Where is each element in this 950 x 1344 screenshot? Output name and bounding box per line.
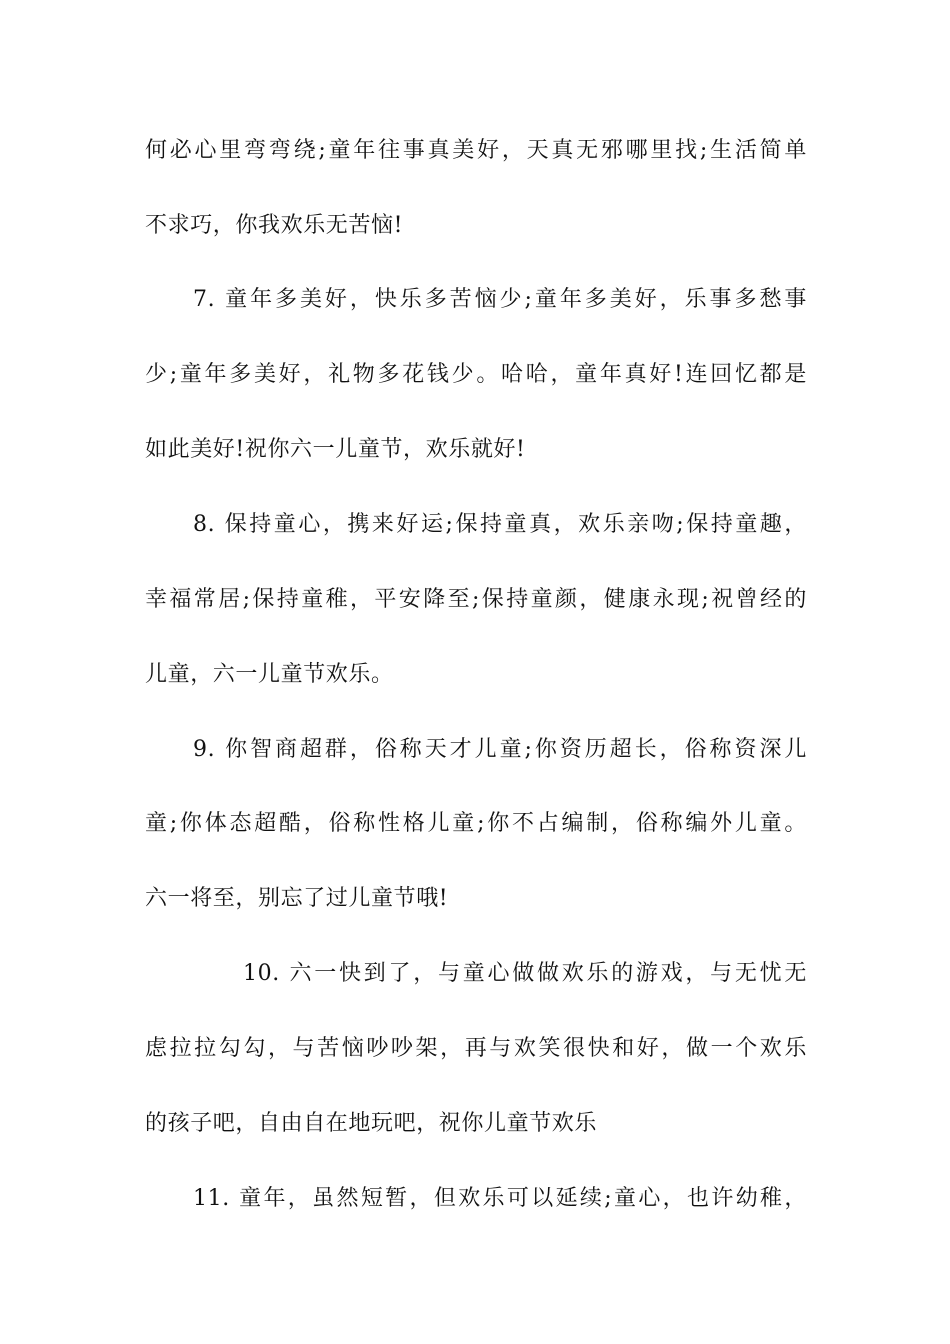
text-line-5: 如此美好!祝你六一儿童节，欢乐就好! [145,437,526,462]
text-line-2: 不求巧，你我欢乐无苦恼! [145,213,404,238]
text-line-3: 7. 童年多美好，快乐多苦恼少;童年多美好，乐事多愁事 [193,287,807,312]
text-line-1: 何必心里弯弯绕;童年往事真美好，天真无邪哪里找;生活简单 [145,138,807,163]
text-line-8: 儿童，六一儿童节欢乐。 [145,662,394,687]
text-line-12: 10. 六一快到了，与童心做做欢乐的游戏，与无忧无 [243,961,807,986]
text-line-7: 幸福常居;保持童稚，平安降至;保持童颜，健康永现;祝曾经的 [145,587,807,612]
text-line-10: 童;你体态超酷，俗称性格儿童;你不占编制，俗称编外儿童。 [145,811,807,836]
text-line-11: 六一将至，别忘了过儿童节哦! [145,886,449,911]
text-line-9: 9. 你智商超群，俗称天才儿童;你资历超长，俗称资深儿 [193,737,807,762]
text-line-13: 虑拉拉勾勾，与苦恼吵吵架，再与欢笑很快和好，做一个欢乐 [145,1036,807,1061]
text-line-14: 的孩子吧，自由自在地玩吧，祝你儿童节欢乐 [145,1111,598,1136]
text-line-6: 8. 保持童心，携来好运;保持童真，欢乐亲吻;保持童趣， [193,512,807,537]
text-line-4: 少;童年多美好，礼物多花钱少。哈哈，童年真好!连回忆都是 [145,362,807,387]
text-line-15: 11. 童年，虽然短暂，但欢乐可以延续;童心，也许幼稚， [193,1186,807,1211]
